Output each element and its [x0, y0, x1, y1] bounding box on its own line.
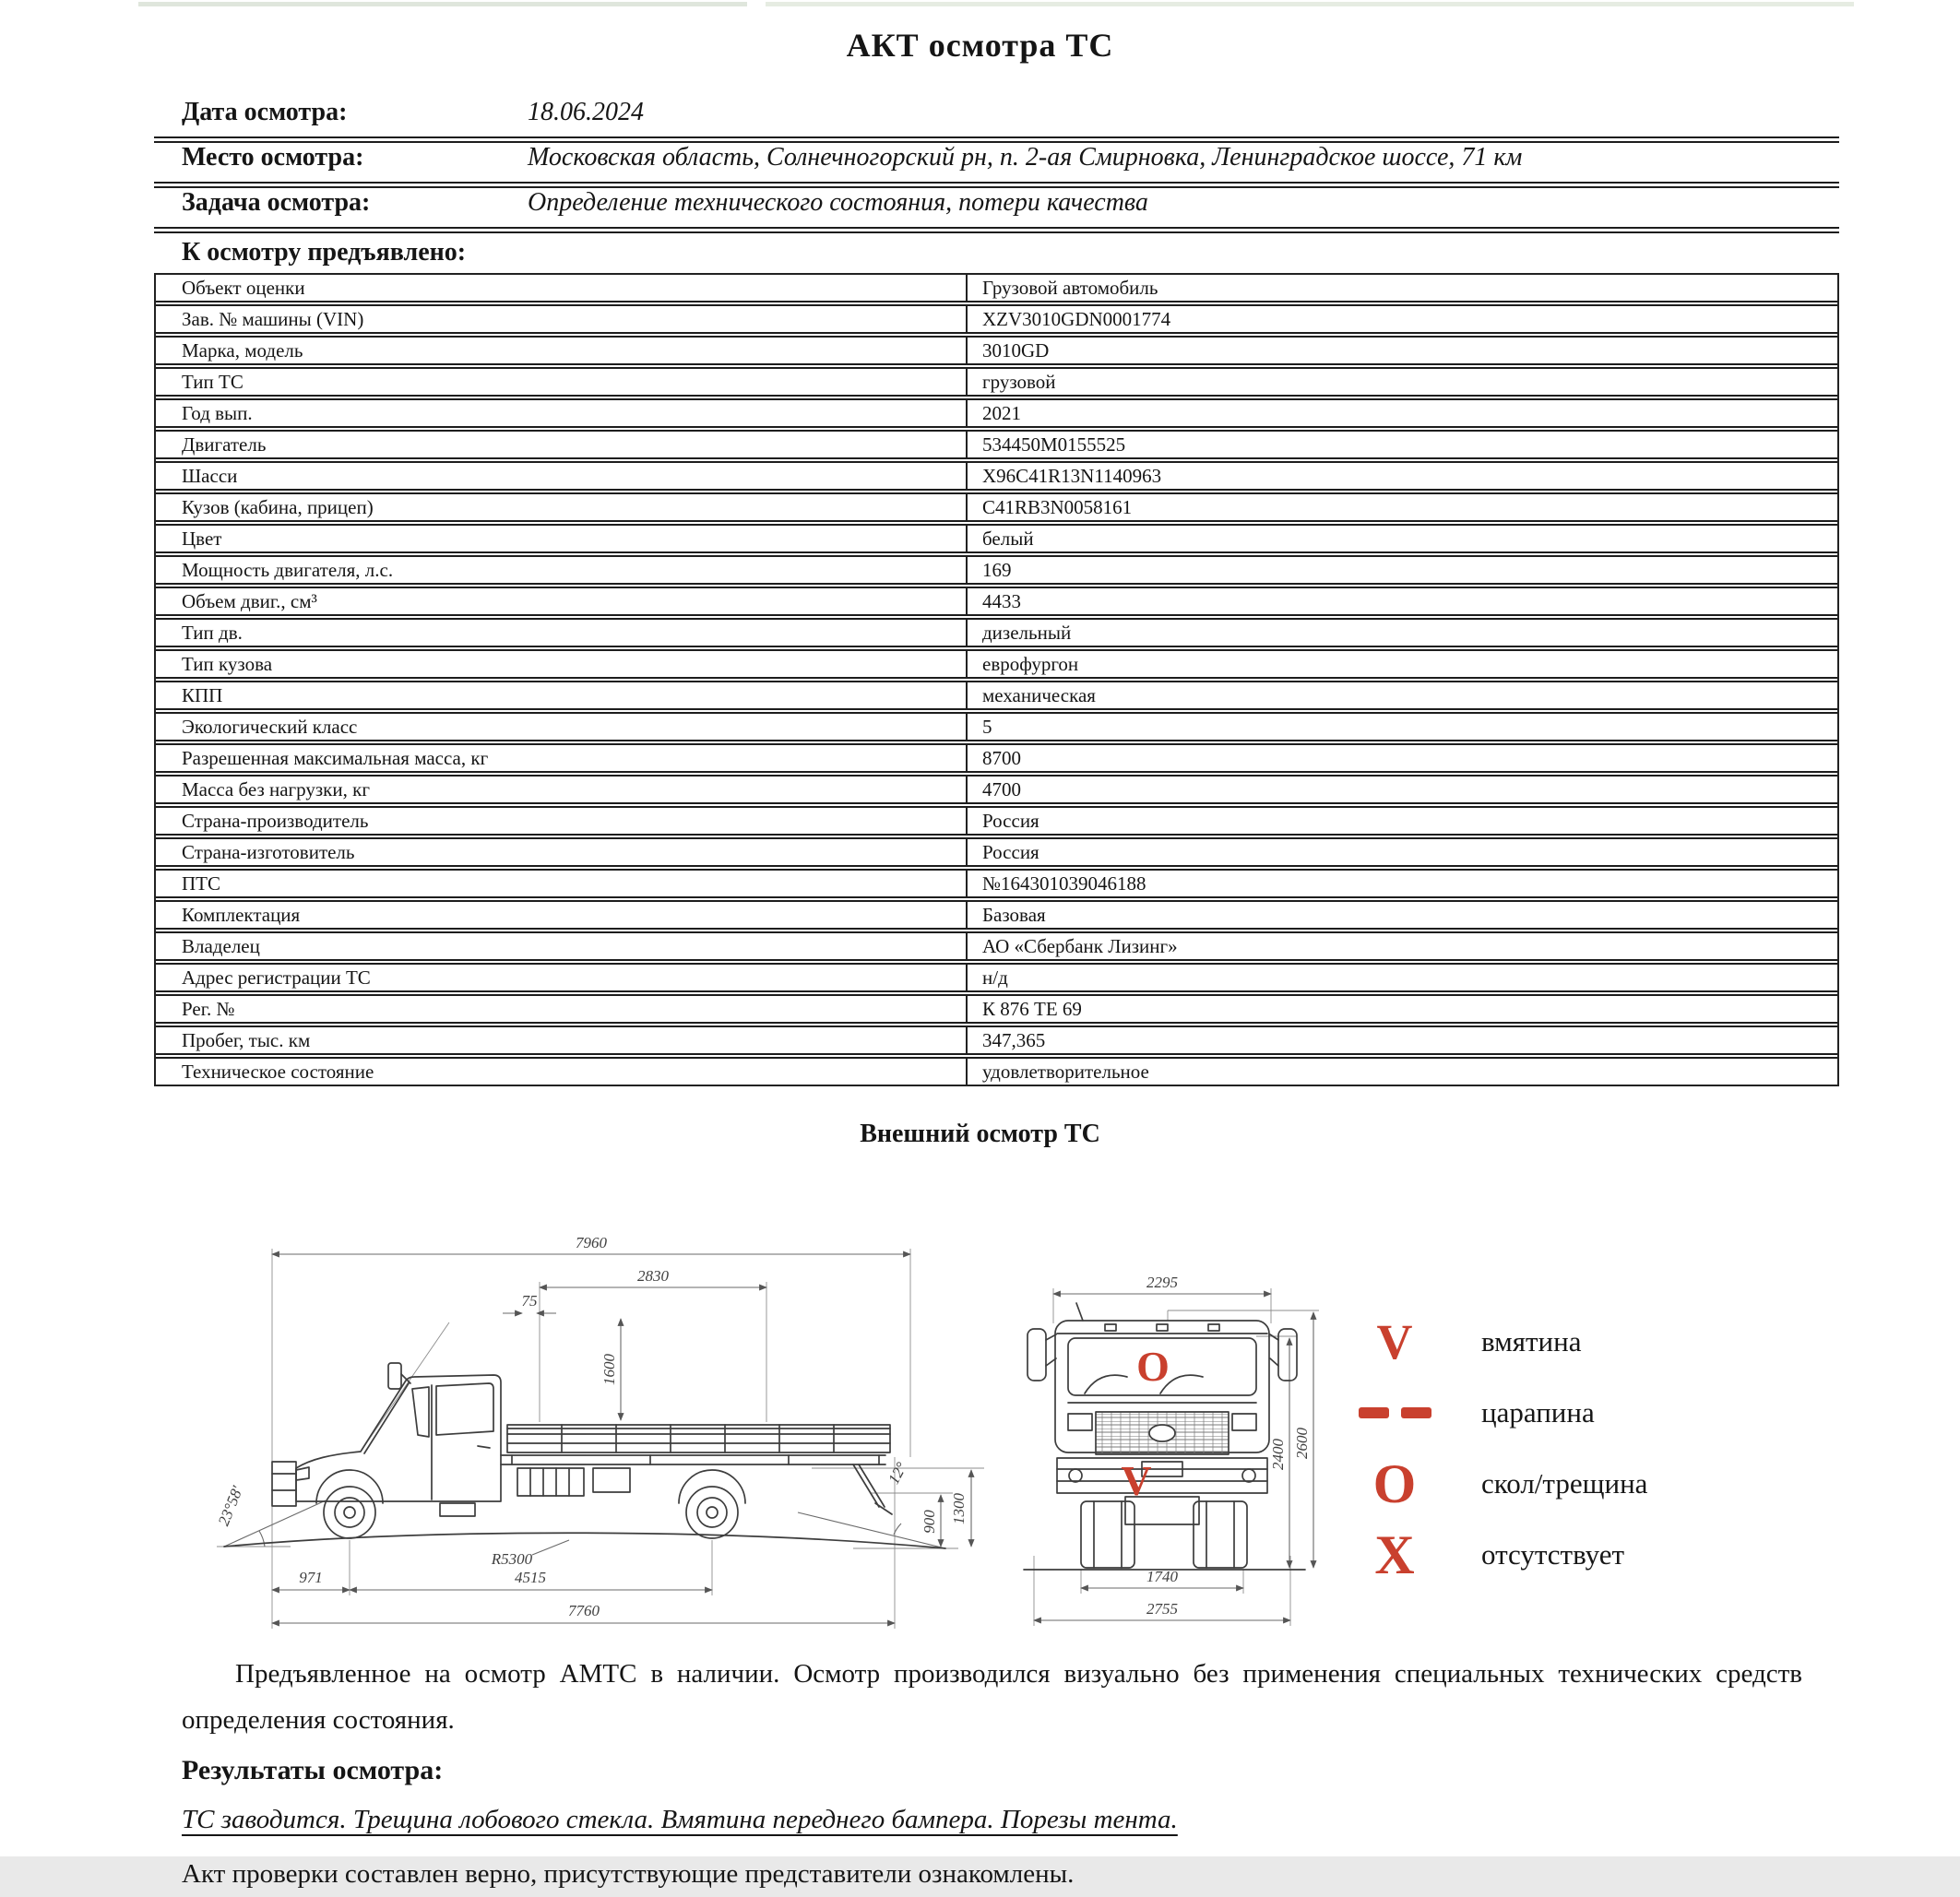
- bumper-damage-mark: V: [1121, 1457, 1152, 1504]
- truck-front-view-drawing: [996, 1222, 1347, 1632]
- spec-value: 2021: [982, 402, 1021, 424]
- header-label: Задача осмотра:: [182, 188, 371, 217]
- spec-label: Год вып.: [156, 400, 968, 426]
- table-row: [156, 275, 1837, 306]
- header-label: Место осмотра:: [182, 143, 364, 172]
- spec-value: Грузовой автомобиль: [982, 277, 1158, 299]
- spec-label: Мощность двигателя, л.с.: [156, 557, 968, 583]
- spec-label: Пробег, тыс. км: [156, 1027, 968, 1053]
- table-row: [156, 494, 1837, 526]
- table-row: [156, 808, 1837, 839]
- spec-value: №164301039046188: [982, 872, 1146, 895]
- spec-label: Тип кузова: [156, 651, 968, 677]
- table-row: [156, 839, 1837, 871]
- table-row: [156, 965, 1837, 996]
- table-row: [156, 777, 1837, 808]
- table-row: [156, 620, 1837, 651]
- table-row: [156, 996, 1837, 1027]
- dim-overall-height: 2600: [1293, 1428, 1311, 1459]
- header-row-place: [154, 143, 1839, 188]
- legend-item-dent: [1339, 1306, 1893, 1377]
- dim-bed-height: 1600: [600, 1354, 618, 1385]
- spec-label: Экологический класс: [156, 714, 968, 740]
- spec-value: X96C41R13N1140963: [982, 465, 1162, 487]
- header-value: 18.06.2024: [528, 98, 644, 126]
- spec-value: К 876 ТЕ 69: [982, 998, 1082, 1020]
- spec-value: Россия: [982, 841, 1039, 863]
- spec-label: КПП: [156, 682, 968, 708]
- spec-value: Базовая: [982, 904, 1046, 926]
- results-line: ТС заводится. Трещина лобового стекла. Вмятина переднего бампера. Порезы тента.: [182, 1805, 1178, 1834]
- legend-label: отсутствует: [1481, 1537, 1625, 1571]
- table-row: [156, 651, 1837, 682]
- table-row: [156, 306, 1837, 338]
- table-row: [156, 557, 1837, 588]
- header-row-task: [154, 188, 1839, 233]
- table-row: [156, 432, 1837, 463]
- dim-rear-height-2: 1300: [950, 1493, 968, 1524]
- table-row: [156, 400, 1837, 432]
- spec-value: 8700: [982, 747, 1021, 769]
- spec-value: C41RB3N0058161: [982, 496, 1133, 518]
- table-row: [156, 463, 1837, 494]
- spec-value: 169: [982, 559, 1012, 581]
- header-row-date: [154, 98, 1839, 143]
- spec-value: АО «Сбербанк Лизинг»: [982, 935, 1178, 957]
- dim-wheelbase: 4515: [515, 1569, 546, 1586]
- scratch-dashes-icon: [1339, 1407, 1450, 1418]
- spec-label: Марка, модель: [156, 338, 968, 363]
- dim-track: 1740: [1146, 1568, 1178, 1585]
- inspection-note-paragraph: Предъявленное на осмотр АМТС в наличии. Осмотр производился визуально без применения специальных технических средств определения состояния.: [182, 1659, 1802, 1735]
- spec-value: 4433: [982, 590, 1021, 612]
- spec-label: Шасси: [156, 463, 968, 489]
- spec-label: Разрешенная максимальная масса, кг: [156, 745, 968, 771]
- spec-value: удовлетворительное: [982, 1061, 1149, 1083]
- spec-label: Двигатель: [156, 432, 968, 457]
- table-row: [156, 902, 1837, 933]
- table-row: [156, 526, 1837, 557]
- dim-overall-length: 7960: [576, 1234, 607, 1251]
- spec-label: Тип дв.: [156, 620, 968, 646]
- spec-value: механическая: [982, 684, 1096, 706]
- table-row: [156, 1059, 1837, 1085]
- scan-artifact: [766, 2, 1854, 6]
- spec-value: грузовой: [982, 371, 1056, 393]
- header-value: Московская область, Солнечногорский рн, п. 2-ая Смирновка, Ленинградское шоссе, 71 км: [528, 143, 1523, 172]
- spec-label: Кузов (кабина, прицеп): [156, 494, 968, 520]
- table-row: [156, 871, 1837, 902]
- footer-text-block: [182, 1651, 1802, 1897]
- inspection-header-table: [154, 98, 1839, 233]
- external-inspection-heading: Внешний осмотр ТС: [860, 1120, 1100, 1148]
- truck-side-view-drawing: [208, 1227, 992, 1660]
- presented-heading: К осмотру предъявлено:: [182, 238, 467, 267]
- scan-artifact: [138, 2, 747, 6]
- table-row: [156, 682, 1837, 714]
- legend-item-chip-crack: [1339, 1448, 1893, 1519]
- spec-value: дизельный: [982, 622, 1072, 644]
- windshield-damage-mark: O: [1136, 1343, 1170, 1390]
- vehicle-spec-table: [154, 273, 1839, 1086]
- spec-value: XZV3010GDN0001774: [982, 308, 1171, 330]
- spec-label: Страна-изготовитель: [156, 839, 968, 865]
- spec-label: Владелец: [156, 933, 968, 959]
- chip-crack-symbol-icon: O: [1372, 1452, 1417, 1514]
- spec-value: белый: [982, 528, 1034, 550]
- spec-label: Рег. №: [156, 996, 968, 1022]
- spec-value: 534450M0155525: [982, 433, 1126, 456]
- dent-symbol-icon: V: [1376, 1313, 1413, 1369]
- spec-value: н/д: [982, 966, 1008, 989]
- spec-value: 4700: [982, 778, 1021, 800]
- table-row: [156, 588, 1837, 620]
- spec-value: 5: [982, 716, 992, 738]
- dim-departure-angle: 12°: [885, 1459, 911, 1488]
- dim-bed-length: 2830: [637, 1267, 669, 1285]
- spec-label: Тип ТС: [156, 369, 968, 395]
- page-title: АКТ осмотра ТС: [846, 27, 1114, 64]
- table-row: [156, 714, 1837, 745]
- legend-item-missing: [1339, 1519, 1893, 1590]
- spec-label: Техническое состояние: [156, 1059, 968, 1085]
- dim-ramp-radius: R5300: [491, 1550, 533, 1568]
- dim-overall-width: 2755: [1146, 1600, 1178, 1618]
- spec-value: 3010GD: [982, 339, 1050, 362]
- header-value: Определение технического состояния, потери качества: [528, 188, 1148, 217]
- spec-value: 347,365: [982, 1029, 1046, 1051]
- dim-gap: 75: [521, 1292, 538, 1310]
- results-heading: Результаты осмотра:: [182, 1755, 444, 1785]
- spec-label: Объект оценки: [156, 275, 968, 301]
- spec-value: еврофургон: [982, 653, 1079, 675]
- spec-label: Комплектация: [156, 902, 968, 928]
- dimension-lines: [224, 1254, 971, 1623]
- spec-label: Объем двиг., см³: [156, 588, 968, 614]
- legend-label: скол/трещина: [1481, 1466, 1648, 1500]
- spec-label: ПТС: [156, 871, 968, 896]
- damage-legend: [1339, 1306, 1893, 1590]
- spec-label: Зав. № машины (VIN): [156, 306, 968, 332]
- legend-label: вмятина: [1481, 1324, 1582, 1358]
- legend-label: царапина: [1481, 1395, 1595, 1429]
- side-view-dimension-labels: [215, 1234, 968, 1619]
- dim-approach-angle: 23°58': [214, 1483, 247, 1529]
- truck-side-outline: [224, 1363, 945, 1548]
- dim-overall-bottom: 7760: [568, 1602, 600, 1619]
- table-row: [156, 745, 1837, 777]
- table-row: [156, 933, 1837, 965]
- spec-label: Цвет: [156, 526, 968, 551]
- dim-cab-height: 2400: [1269, 1439, 1287, 1470]
- spec-label: Адрес регистрации ТС: [156, 965, 968, 990]
- table-row: [156, 1027, 1837, 1059]
- spec-label: Страна-производитель: [156, 808, 968, 834]
- dim-cab-width: 2295: [1146, 1274, 1178, 1291]
- dim-front-overhang: 971: [299, 1569, 323, 1586]
- legend-item-scratch: [1339, 1377, 1893, 1448]
- final-line: Акт проверки составлен верно, присутствующие представители ознакомлены.: [182, 1859, 1075, 1889]
- dim-rear-height: 900: [921, 1510, 938, 1534]
- extension-lines: [214, 1249, 984, 1629]
- spec-value: Россия: [982, 810, 1039, 832]
- table-row: [156, 369, 1837, 400]
- header-label: Дата осмотра:: [182, 98, 348, 126]
- table-row: [156, 338, 1837, 369]
- missing-symbol-icon: X: [1374, 1524, 1415, 1585]
- spec-label: Масса без нагрузки, кг: [156, 777, 968, 802]
